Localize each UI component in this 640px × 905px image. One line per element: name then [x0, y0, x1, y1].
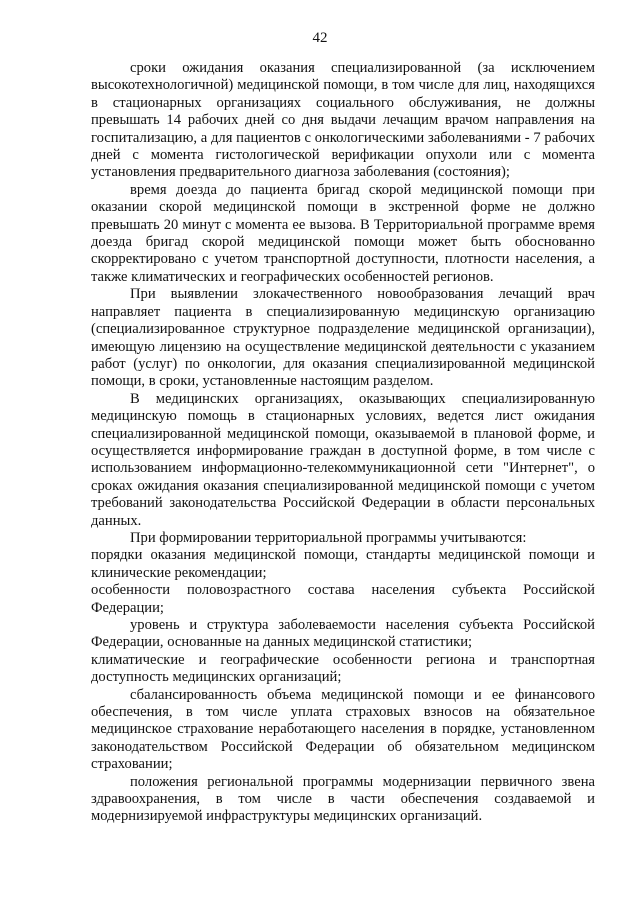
document-body [91, 60, 595, 826]
list-item-morbidity: уровень и структура заболеваемости населения субъекта Российской Федерации, основанные на данных медицинской статистики; [91, 617, 595, 651]
list-item-care-procedures: порядки оказания медицинской помощи, стандарты медицинской помощи и клинические рекомендации; [91, 547, 595, 581]
list-item-modernization-program: положения региональной программы модернизации первичного звена здравоохранения, в том числе в части обеспечения создаваемой и модернизируемой инфраструктуры медицинских организаций. [91, 773, 595, 825]
page-number: 42 [312, 30, 328, 46]
paragraph-waiting-list: В медицинских организациях, оказывающих специализированную медицинскую помощь в стационарных условиях, ведется лист ожидания специализированной медицинской помощи, оказываемой в плановой форме, и осуществляется информирование граждан в доступной форме, в том числе с использованием информационно-телекоммуникационной сети "Интернет", о сроках ожидания оказания специализированной медицинской помощи с учетом требований законодательства Российской Федерации в области персональных данных. [91, 390, 595, 529]
list-item-climate-geography: климатические и географические особенности региона и транспортная доступность медицинских организаций; [91, 651, 595, 686]
paragraph-ambulance-arrival: время доезда до пациента бригад скорой медицинской помощи при оказании скорой медицинской помощи в экстренной форме не должно превышать 20 минут с момента ее вызова. В Территориальной программе время доезда бригад скорой медицинской помощи может быть обоснованно скорректировано с учетом транспортной доступности, плотности населения, а также климатических и географических особенностей регионов. [91, 181, 595, 285]
list-item-balanced-volume: сбалансированность объема медицинской помощи и ее финансового обеспечения, в том числе уплата страховых взносов на обязательное медицинское страхование неработающего населения в порядке, установленном законодательством Российской Федерации об обязательном медицинском страховании; [91, 686, 595, 773]
paragraph-oncology-referral: При выявлении злокачественного новообразования лечащий врач направляет пациента в специализированную медицинскую организацию (специализированное структурное подразделение медицинской организации), имеющую лицензию на осуществление медицинской деятельности с указанием работ (услуг) по онкологии, для оказания специализированной медицинской помощи, в сроки, установленные настоящим разделом. [91, 286, 595, 390]
list-item-population-composition: особенности половозрастного состава населения субъекта Российской Федерации; [91, 582, 595, 616]
paragraph-program-considerations: При формировании территориальной программы учитываются: [130, 529, 527, 546]
paragraph-waiting-times: сроки ожидания оказания специализированной (за исключением высокотехнологичной) медицинской помощи, в том числе для лиц, находящихся в стационарных организациях социального обслуживания, не должны превышать 14 рабочих дней со дня выдачи лечащим врачом направления на госпитализацию, а для пациентов с онкологическими заболеваниями - 7 рабочих дней с момента гистологической верификации опухоли или с момента установления предварительного диагноза заболевания (состояния); [91, 60, 595, 181]
